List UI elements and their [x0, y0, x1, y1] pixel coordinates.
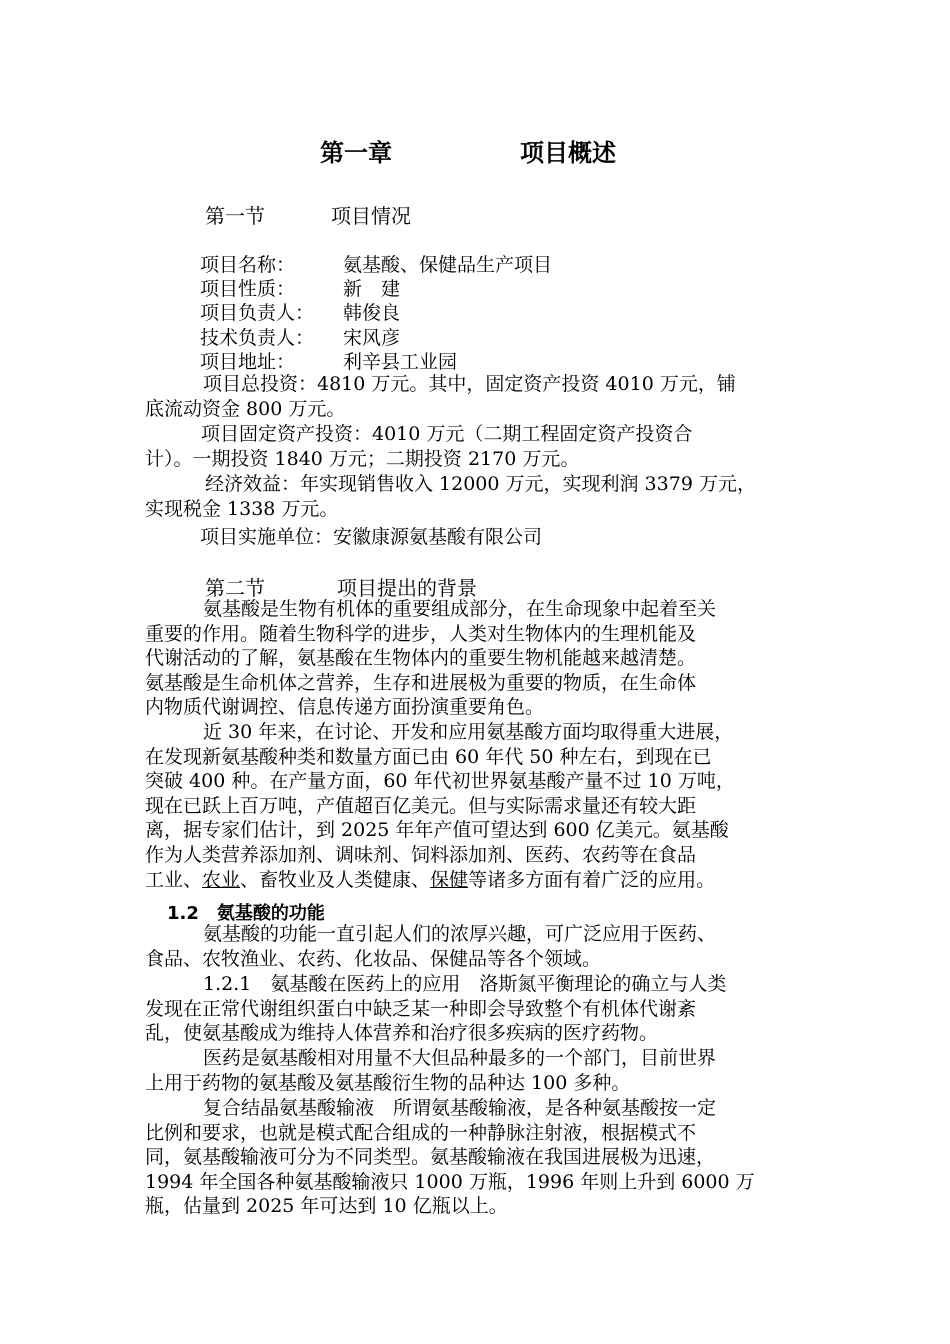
section1-number: 第一节 [205, 204, 265, 228]
text-line: 1.2.1 氨基酸在医药上的应用 洛斯氮平衡理论的确立与人类 [203, 973, 727, 995]
info-label: 项目性质： [200, 278, 296, 300]
text-line: 近 30 年来，在讨论、开发和应用氨基酸方面均取得重大进展， [203, 721, 734, 743]
text-fragment: 工业、 [145, 868, 203, 891]
info-value: 韩俊良 [343, 302, 401, 324]
text-line: 项目固定资产投资：4010 万元（二期工程固定资产投资合 [201, 423, 693, 445]
info-value: 氨基酸、保健品生产项目 [343, 254, 553, 276]
text-line: 发现在正常代谢组织蛋白中缺乏某一种即会导致整个有机体代谢紊 [145, 997, 697, 1020]
text-line: 内物质代谢调控、信息传递方面扮演重要角色。 [145, 696, 545, 719]
chapter-heading [320, 133, 616, 168]
text-line: 作为人类营养添加剂、调味剂、饲料添加剂、医药、农药等在食品 [145, 843, 697, 866]
text-line: 离，据专家们估计，到 2025 年年产值可望达到 600 亿美元。氨基酸 [145, 819, 729, 842]
text-line: 氨基酸是生物有机体的重要组成部分，在生命现象中起着至关 [203, 598, 717, 620]
text-line [145, 868, 825, 893]
infusion-paragraph [145, 1096, 825, 1219]
text-line: 重要的作用。随着生物科学的进步，人类对生物体内的生理机能及 [145, 622, 697, 645]
info-row-tech-leader [200, 323, 400, 350]
info-label: 技术负责人： [200, 327, 315, 349]
text-line: 乱，使氨基酸成为维持人体营养和治疗很多疾病的医疗药物。 [145, 1022, 659, 1045]
text-line: 复合结晶氨基酸输液 所谓氨基酸输液，是各种氨基酸按一定 [203, 1097, 717, 1119]
section1-heading [205, 200, 411, 229]
link-agriculture[interactable]: 农业 [202, 868, 241, 891]
info-row-nature [200, 274, 400, 301]
text-line: 项目总投资：4810 万元。其中，固定资产投资 4010 万元，铺 [203, 373, 736, 395]
function-paragraph [145, 922, 825, 971]
info-label: 项目地址： [200, 351, 296, 373]
link-health-care[interactable]: 保健 [430, 868, 469, 891]
text-fragment: 等诸多方面有着广泛的应用。 [468, 868, 716, 891]
info-row-leader [200, 298, 400, 325]
info-label: 项目名称： [200, 254, 296, 276]
text-line: 同，氨基酸输液可分为不同类型。氨基酸输液在我国进展极为迅速， [145, 1146, 716, 1169]
text-line: 1994 年全国各种氨基酸输液只 1000 万瓶，1996 年则上升到 6000 万 [145, 1170, 755, 1193]
text-line: 代谢活动的了解，氨基酸在生物体内的重要生物机能越来越清楚。 [145, 647, 697, 670]
text-line: 医药是氨基酸相对用量不大但品种最多的一个部门，目前世界 [203, 1047, 717, 1069]
implementing-unit: 项目实施单位：安徽康源氨基酸有限公司 [200, 526, 543, 548]
text-line: 经济效益：年实现销售收入 12000 万元，实现利润 3379 万元， [205, 473, 756, 495]
text-line: 在发现新氨基酸种类和数量方面已由 60 年代 50 种左右，到现在已 [145, 745, 712, 768]
background-paragraph-2 [145, 720, 825, 892]
info-value: 新 建 [343, 278, 401, 300]
background-paragraph-1 [145, 597, 825, 720]
text-line: 氨基酸的功能一直引起人们的浓厚兴趣，可广泛应用于医药、 [203, 923, 717, 945]
medical-application-paragraph [145, 972, 825, 1046]
text-line: 瓶，估量到 2025 年可达到 10 亿瓶以上。 [145, 1195, 508, 1218]
text-fragment: 、畜牧业及人类健康、 [240, 868, 431, 891]
text-line: 现在已跃上百万吨，产值超百亿美元。但与实际需求量还有较大距 [145, 794, 697, 817]
info-value: 宋风彦 [343, 327, 401, 349]
medicine-paragraph [145, 1046, 825, 1095]
fixed-investment-paragraph [145, 422, 825, 471]
text-line: 突破 400 种。在产量方面，60 年代初世界氨基酸产量不过 10 万吨， [145, 770, 735, 793]
investment-paragraph [145, 372, 825, 421]
info-row-address [200, 347, 457, 374]
text-line: 上用于药物的氨基酸及氨基酸衍生物的品种达 100 多种。 [145, 1071, 631, 1094]
benefit-paragraph [145, 472, 825, 521]
text-line: 计）。一期投资 1840 万元；二期投资 2170 万元。 [145, 447, 580, 470]
section2-title: 项目提出的背景 [337, 576, 477, 600]
text-line: 实现税金 1338 万元。 [145, 497, 339, 520]
text-line: 比例和要求，也就是模式配合组成的一种静脉注射液，根据模式不 [145, 1121, 697, 1144]
text-line: 氨基酸是生命机体之营养，生存和进展极为重要的物质，在生命体 [145, 671, 697, 694]
info-row-name [200, 250, 552, 277]
section2-number: 第二节 [205, 576, 265, 600]
info-value: 利辛县工业园 [343, 351, 458, 373]
text-line: 食品、农牧渔业、农药、化妆品、保健品等各个领域。 [145, 947, 602, 970]
chapter-number: 第一章 [320, 139, 392, 167]
text-line: 底流动资金 800 万元。 [145, 397, 346, 420]
chapter-title: 项目概述 [520, 139, 616, 167]
subheading-1-2: 1.2 氨基酸的功能 [167, 903, 325, 924]
info-label: 项目负责人： [200, 302, 315, 324]
section1-title: 项目情况 [331, 204, 411, 228]
